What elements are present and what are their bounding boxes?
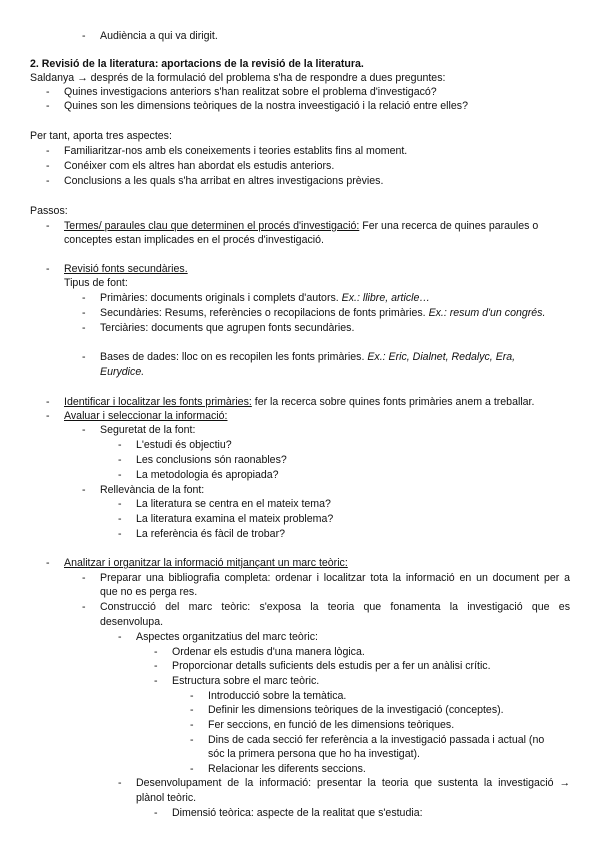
- list-item: - La metodologia és apropiada?: [118, 469, 279, 481]
- list-item: - La referència és fàcil de trobar?: [118, 528, 285, 540]
- list-item: - Rellevància de la font:: [82, 484, 205, 496]
- list-item: - Fer seccions, en funció de les dimensions teòriques.: [190, 719, 455, 731]
- list-item: - Seguretat de la font:: [82, 424, 196, 436]
- list-item: - Quines investigacions anteriors s'han realitzat sobre el problema d'investigacó?: [46, 86, 437, 98]
- list-item: - Proporcionar detalls suficients dels estudis per a fer un anàlisi crític.: [154, 660, 491, 672]
- list-item: - Audiència a qui va dirigit.: [82, 30, 218, 42]
- list-item: - Analitzar i organitzar la informació mitjançant un marc teòric:: [46, 557, 348, 569]
- list-item: - Avaluar i seleccionar la informació:: [46, 410, 228, 422]
- list-item-continuation: desenvolupa.: [100, 616, 164, 628]
- list-item: - Familiaritzar-nos amb els coneixements i teories establits fins al moment.: [46, 145, 408, 157]
- list-item: - Conéixer com els altres han abordat els estudis anteriors.: [46, 160, 335, 172]
- passos-label: Passos:: [30, 205, 68, 217]
- list-item: - Dimensió teòrica: aspecte de la realitat que s'estudia:: [154, 807, 423, 819]
- list-item: - Dins de cada secció fer referència a la investigació passada i actual (no: [190, 734, 545, 746]
- list-item: - Introducció sobre la temàtica.: [190, 690, 347, 702]
- list-item: - Terciàries: documents que agrupen fonts secundàries.: [82, 322, 355, 334]
- list-item: - La literatura se centra en el mateix tema?: [118, 498, 331, 510]
- list-item: - Les conclusions són raonables?: [118, 454, 287, 466]
- list-item: - Ordenar els estudis d'una manera lògica.: [154, 646, 365, 658]
- list-item-continuation: Eurydice.: [100, 366, 145, 378]
- paragraph: Tipus de font:: [64, 277, 128, 289]
- list-item-continuation: conceptes estan implicades en el procés d'investigació.: [64, 234, 324, 246]
- list-item: - Termes/ paraules clau que determinen el procés d'investigació: Fer una recerca de quines paraules o: [46, 220, 539, 232]
- list-item: - Desenvolupament de la informació: presentar la teoria que sustenta la investigació →: [118, 777, 570, 789]
- list-item: - Quines son les dimensions teòriques de la nostra inveestigació i la relació entre elles?: [46, 100, 468, 112]
- list-item: - La literatura examina el mateix problema?: [118, 513, 334, 525]
- list-item: - Conclusions a les quals s'ha arribat en altres investigacions prèvies.: [46, 175, 384, 187]
- list-item: - Aspectes organitzatius del marc teòric:: [118, 631, 318, 643]
- paragraph: Saldanya → després de la formulació del problema s'ha de respondre a dues preguntes:: [30, 72, 446, 84]
- list-item: - Relacionar les diferents seccions.: [190, 763, 366, 775]
- list-item: - Identificar i localitzar les fonts primàries: fer la recerca sobre quines fonts primàries anem a treballar.: [46, 396, 535, 408]
- section-title: 2. Revisió de la literatura: aportacions de la revisió de la literatura.: [30, 58, 364, 70]
- bullet: -: [82, 30, 86, 42]
- list-item: - Secundàries: Resums, referències o recopilacions de fonts primàries. Ex.: resum d'un congrés.: [82, 307, 546, 319]
- list-item: - Primàries: documents originals i complets d'autors. Ex.: llibre, article…: [82, 292, 430, 304]
- list-item: - L'estudi és objectiu?: [118, 439, 232, 451]
- list-item-continuation: que no es perga res.: [100, 586, 198, 598]
- list-item: - Construcció del marc teòric: s'exposa la teoria que fonamenta la investigació que es: [82, 601, 570, 613]
- list-item-continuation: plànol teòric.: [136, 792, 197, 804]
- list-item-continuation: sóc la primera persona que ho ha investigat).: [208, 748, 420, 760]
- list-item: - Preparar una bibliografia completa: ordenar i localitzar tota la informació en un document per a: [82, 572, 570, 584]
- list-item: - Bases de dades: lloc on es recopilen les fonts primàries. Ex.: Eric, Dialnet, Redalyc, Era,: [82, 351, 516, 363]
- paragraph: Per tant, aporta tres aspectes:: [30, 130, 172, 142]
- list-item: - Revisió fonts secundàries.: [46, 263, 188, 275]
- list-item: - Definir les dimensions teòriques de la investigació (conceptes).: [190, 704, 504, 716]
- list-item: - Estructura sobre el marc teòric.: [154, 675, 320, 687]
